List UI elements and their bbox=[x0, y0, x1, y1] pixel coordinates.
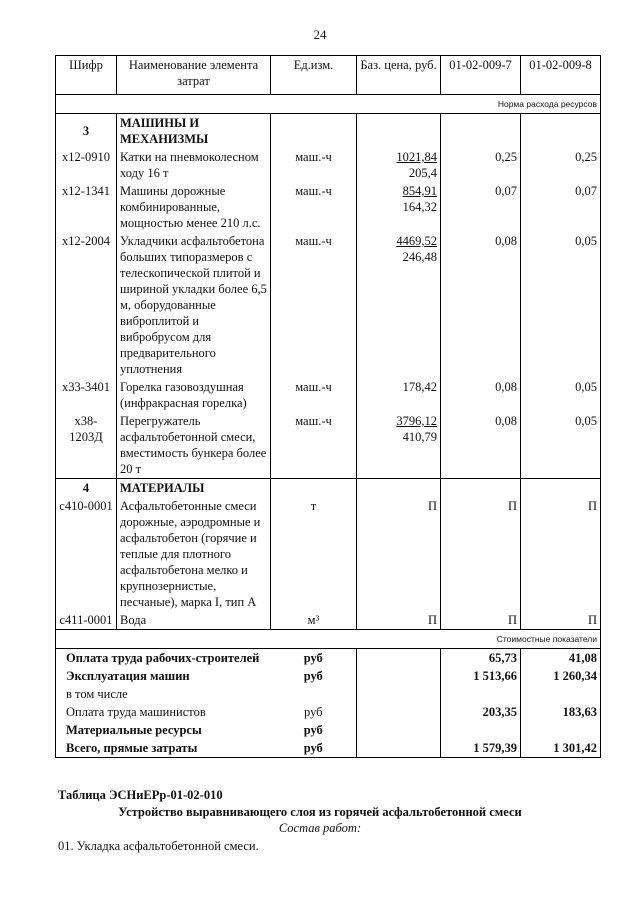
table-row bbox=[56, 232, 601, 378]
summary-price bbox=[357, 649, 441, 668]
row-value-2: П bbox=[521, 611, 601, 630]
summary-price bbox=[357, 685, 441, 703]
row-code: х12-2004 bbox=[56, 232, 117, 378]
row-price bbox=[357, 412, 441, 479]
summary-value-2: 1 301,42 bbox=[521, 739, 601, 758]
section3-num: 3 bbox=[56, 114, 117, 149]
price-sub: 205,4 bbox=[408, 166, 437, 180]
row-unit: маш.-ч bbox=[271, 378, 357, 412]
row-price bbox=[357, 148, 441, 182]
summary-value-1 bbox=[441, 685, 521, 703]
summary-row bbox=[56, 649, 601, 668]
summary-row bbox=[56, 721, 601, 739]
header-col2: 01-02-009-8 bbox=[521, 56, 601, 95]
header-col1: 01-02-009-7 bbox=[441, 56, 521, 95]
row-value-2: 0,05 bbox=[521, 378, 601, 412]
row-value-2: 0,05 bbox=[521, 412, 601, 479]
resource-table bbox=[55, 55, 601, 758]
summary-value-1: 1 513,66 bbox=[441, 667, 521, 685]
work-item: 01. Укладка асфальтобетонной смеси. bbox=[58, 839, 259, 853]
row-name: Асфальтобетонные смеси дорожные, аэродромные и асфальтобетон (горячие и теплые для плотного асфальтобетона мелко и крупнозернистые, песчаные), марка I, тип А bbox=[117, 497, 271, 611]
price-sub: 410,79 bbox=[402, 430, 437, 444]
cost-label: Стоимостные показатели bbox=[56, 630, 601, 649]
table-row bbox=[56, 182, 601, 232]
row-price: П bbox=[357, 611, 441, 630]
summary-row bbox=[56, 685, 601, 703]
summary-unit: руб bbox=[271, 739, 357, 758]
row-value-1: 0,25 bbox=[441, 148, 521, 182]
summary-unit: руб bbox=[271, 703, 357, 721]
summary-value-2: 183,63 bbox=[521, 703, 601, 721]
row-price bbox=[357, 232, 441, 378]
header-price: Баз. цена, руб. bbox=[357, 56, 441, 95]
summary-value-1: 1 579,39 bbox=[441, 739, 521, 758]
table-row bbox=[56, 412, 601, 479]
section4-title: МАТЕРИАЛЫ bbox=[117, 479, 271, 498]
summary-row bbox=[56, 703, 601, 721]
table-row bbox=[56, 378, 601, 412]
summary-price bbox=[357, 739, 441, 758]
table-row bbox=[56, 148, 601, 182]
summary-name: Эксплуатация машин bbox=[56, 667, 271, 685]
summary-value-1 bbox=[441, 721, 521, 739]
price-main: 1021,84 bbox=[396, 150, 437, 164]
row-value-1: П bbox=[441, 611, 521, 630]
summary-price bbox=[357, 703, 441, 721]
row-unit: т bbox=[271, 497, 357, 611]
table-row bbox=[56, 497, 601, 611]
summary-price bbox=[357, 667, 441, 685]
row-unit: м³ bbox=[271, 611, 357, 630]
summary-name: Материальные ресурсы bbox=[56, 721, 271, 739]
summary-rows bbox=[56, 649, 601, 758]
row-value-1: 0,08 bbox=[441, 412, 521, 479]
price-main: 854,91 bbox=[402, 184, 437, 198]
price-main: 4469,52 bbox=[396, 234, 437, 248]
row-value-1: 0,08 bbox=[441, 232, 521, 378]
summary-row bbox=[56, 739, 601, 758]
page-number: 24 bbox=[313, 27, 327, 42]
row-price bbox=[357, 182, 441, 232]
summary-unit: руб bbox=[271, 649, 357, 668]
summary-value-2 bbox=[521, 685, 601, 703]
summary-row bbox=[56, 667, 601, 685]
row-name: Перегружатель асфальтобетонной смеси, вместимость бункера более 20 т bbox=[117, 412, 271, 479]
row-value-2: 0,05 bbox=[521, 232, 601, 378]
price-main: 3796,12 bbox=[396, 414, 437, 428]
row-name: Катки на пневмоколесном ходу 16 т bbox=[117, 148, 271, 182]
header-code: Шифр bbox=[56, 56, 117, 95]
row-unit: маш.-ч bbox=[271, 232, 357, 378]
row-price: П bbox=[357, 497, 441, 611]
summary-name: Оплата труда рабочих-строителей bbox=[56, 649, 271, 668]
summary-unit: руб bbox=[271, 721, 357, 739]
row-value-2: 0,25 bbox=[521, 148, 601, 182]
row-code: с410-0001 bbox=[56, 497, 117, 611]
norm-label: Норма расхода ресурсов bbox=[56, 95, 601, 114]
row-name: Укладчики асфальтобетона больших типоразмеров с телескопической плитой и шириной укладки более 6,5 м, оборудованные виброплитой и вибробрусом для предварительного уплотнения bbox=[117, 232, 271, 378]
price-sub: 246,48 bbox=[402, 250, 437, 264]
row-code: с411-0001 bbox=[56, 611, 117, 630]
summary-value-1: 65,73 bbox=[441, 649, 521, 668]
section4-num: 4 bbox=[56, 479, 117, 498]
section4-rows bbox=[56, 497, 601, 630]
summary-value-2: 1 260,34 bbox=[521, 667, 601, 685]
summary-value-2: 41,08 bbox=[521, 649, 601, 668]
summary-unit bbox=[271, 685, 357, 703]
table-title: Таблица ЭСНиЕРр-01-02-010 bbox=[58, 788, 223, 802]
row-unit: маш.-ч bbox=[271, 412, 357, 479]
summary-name: в том числе bbox=[56, 685, 271, 703]
row-unit: маш.-ч bbox=[271, 182, 357, 232]
section3-rows bbox=[56, 148, 601, 479]
row-name: Горелка газовоздушная (инфракрасная горелка) bbox=[117, 378, 271, 412]
row-code: х12-1341 bbox=[56, 182, 117, 232]
table-subtitle: Устройство выравнивающего слоя из горячей асфальтобетонной смеси bbox=[118, 805, 522, 819]
table-row bbox=[56, 611, 601, 630]
row-value-1: 0,08 bbox=[441, 378, 521, 412]
row-value-1: 0,07 bbox=[441, 182, 521, 232]
header-unit: Ед.изм. bbox=[271, 56, 357, 95]
price-main: 178,42 bbox=[402, 380, 437, 394]
summary-value-2 bbox=[521, 721, 601, 739]
header-name: Наименование элемента затрат bbox=[117, 56, 271, 95]
summary-name: Оплата труда машинистов bbox=[56, 703, 271, 721]
row-value-2: 0,07 bbox=[521, 182, 601, 232]
row-unit: маш.-ч bbox=[271, 148, 357, 182]
row-name: Вода bbox=[117, 611, 271, 630]
composition-label: Состав работ: bbox=[278, 821, 362, 835]
row-price bbox=[357, 378, 441, 412]
row-name: Машины дорожные комбинированные, мощностью менее 210 л.с. bbox=[117, 182, 271, 232]
row-code: х12-0910 bbox=[56, 148, 117, 182]
row-value-2: П bbox=[521, 497, 601, 611]
summary-price bbox=[357, 721, 441, 739]
price-sub: 164,32 bbox=[402, 200, 437, 214]
row-code: х38-1203Д bbox=[56, 412, 117, 479]
summary-unit: руб bbox=[271, 667, 357, 685]
row-code: х33-3401 bbox=[56, 378, 117, 412]
section3-title: МАШИНЫ И МЕХАНИЗМЫ bbox=[117, 114, 271, 149]
summary-name: Всего, прямые затраты bbox=[56, 739, 271, 758]
row-value-1: П bbox=[441, 497, 521, 611]
summary-value-1: 203,35 bbox=[441, 703, 521, 721]
